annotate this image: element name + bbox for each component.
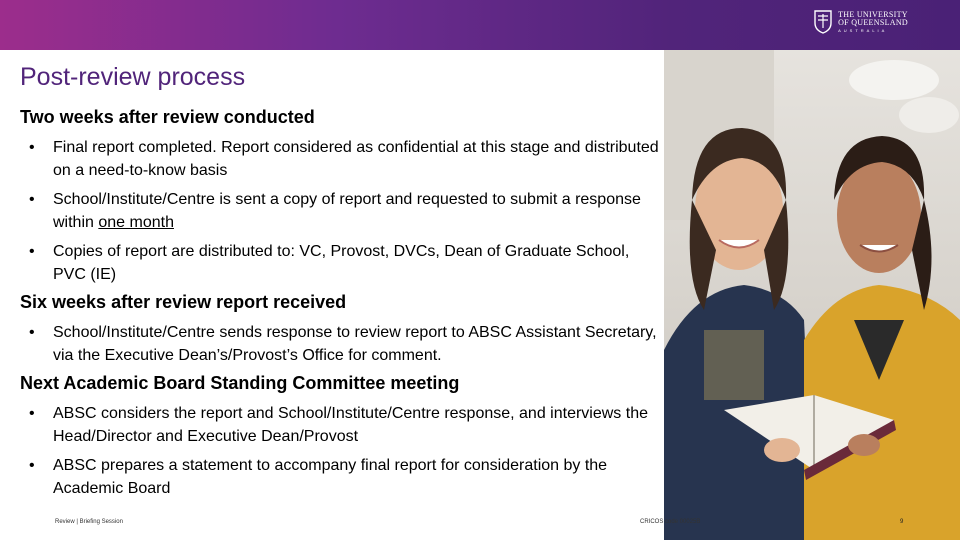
page-number: 9 (900, 519, 904, 525)
section-next-meeting (20, 372, 660, 500)
students-photo (664, 50, 960, 540)
header-bar (0, 0, 960, 50)
university-logo (814, 10, 908, 34)
section-heading: Six weeks after review report received (20, 292, 347, 312)
bullet-item: • Copies of report are distributed to: VC, Provost, DVCs, Dean of Graduate School, PVC (IE) (20, 240, 660, 286)
slide-content (20, 106, 660, 506)
section-heading: Two weeks after review conducted (20, 107, 315, 127)
bullet-text: School/Institute/Centre is sent a copy of report and requested to submit a response within (53, 191, 641, 231)
bullet-item: • Final report completed. Report considered as confidential at this stage and distributed on a need-to-know basis (20, 136, 660, 182)
footer-left: Review | Briefing Session (55, 519, 123, 525)
bullet-item (20, 188, 660, 234)
logo-line-2: OF QUEENSLAND (838, 18, 908, 27)
crest-icon (814, 10, 832, 34)
bullet-item: • School/Institute/Centre sends response to review report to ABSC Assistant Secretary, via the Executive Dean’s/Provost’s Office for comment. (20, 321, 660, 367)
section-six-weeks (20, 291, 660, 367)
footer-cricos: CRICOS code 00025B (640, 519, 701, 525)
bullet-item: • ABSC considers the report and School/Institute/Centre response, and interviews the Head/Director and Executive Dean/Provost (20, 402, 660, 448)
slide-title: Post-review process (20, 63, 246, 91)
bullet-item: • ABSC prepares a statement to accompany final report for consideration by the Academic Board (20, 454, 660, 500)
section-two-weeks (20, 106, 660, 286)
logo-line-3: AUSTRALIA (838, 28, 888, 33)
underlined-text: one month (98, 214, 174, 231)
logo-line-1: THE UNIVERSITY (838, 10, 908, 19)
section-heading: Next Academic Board Standing Committee meeting (20, 373, 460, 393)
